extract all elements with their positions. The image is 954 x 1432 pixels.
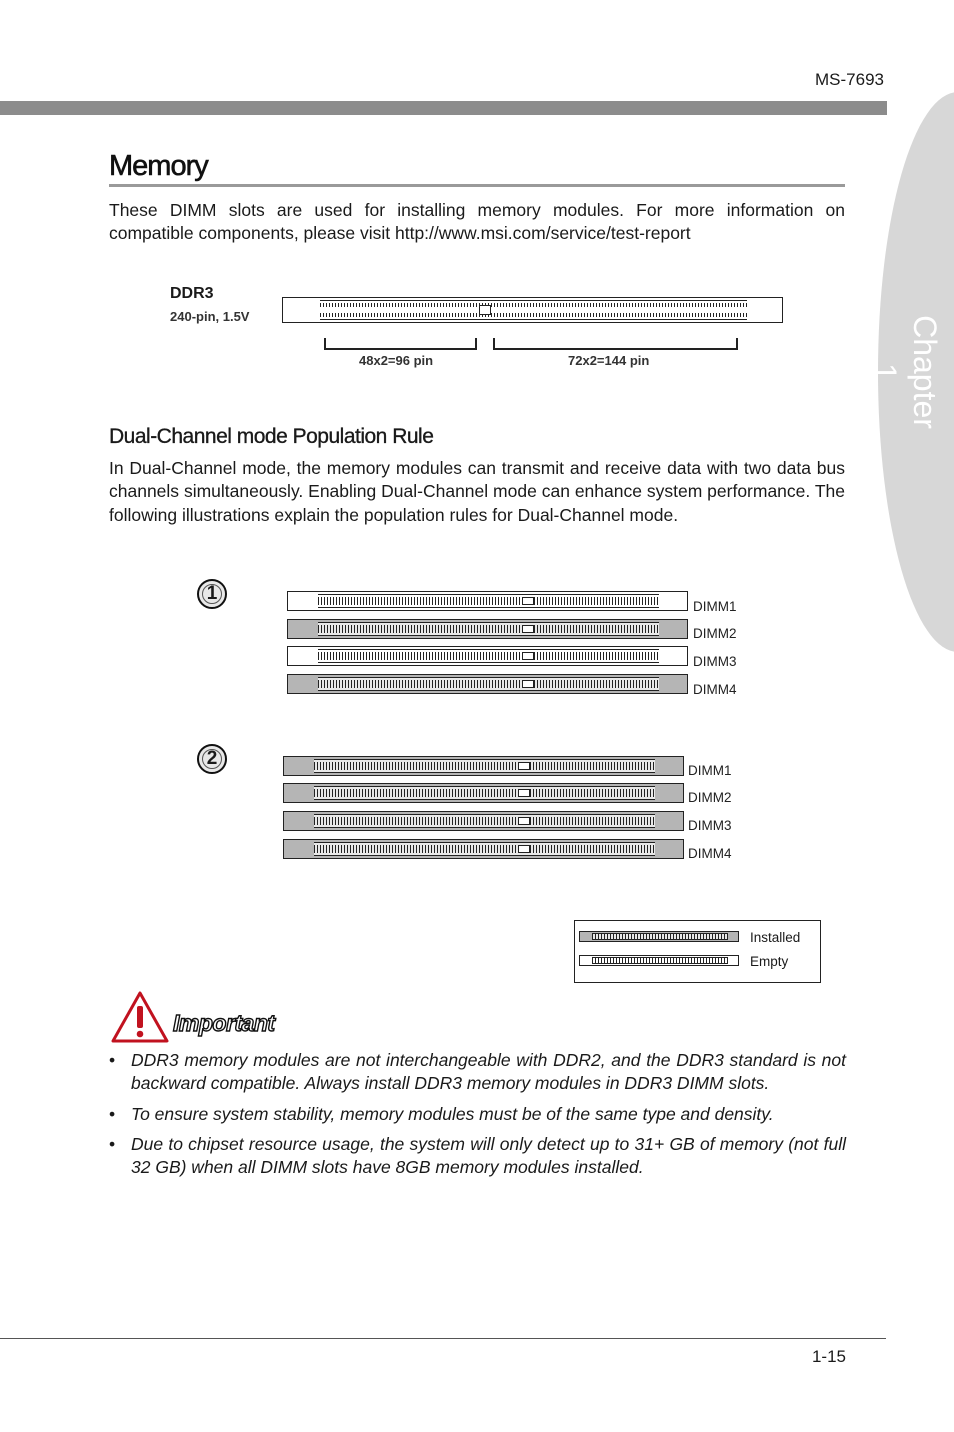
note-item: • To ensure system stability, memory modules must be of the same type and density.: [109, 1103, 846, 1126]
page-title: Memory: [109, 150, 208, 182]
right-pins-bracket: [493, 338, 738, 350]
config1-dimm1-label: DIMM1: [693, 599, 737, 614]
section-body: In Dual-Channel mode, the memory modules can transmit and receive data with two data bus channels simultaneously. Enabling Dual-Channel mode can enhance system performance. The following illustrations explain the population rules for Dual-Channel mode.: [109, 458, 845, 525]
config2-dimm4-label: DIMM4: [688, 846, 732, 861]
slot-pins: [320, 300, 747, 320]
legend-installed-swatch: [579, 931, 739, 942]
note-item: • DDR3 memory modules are not interchangeable with DDR2, and the DDR3 standard is not backward compatible. Always install DDR3 memory modules in DDR3 DIMM slots.: [109, 1049, 846, 1096]
slot-pins: [314, 842, 655, 856]
legend-installed-label: Installed: [750, 930, 801, 945]
ddr3-slot-diagram: [282, 297, 783, 323]
slot-notch: [518, 845, 530, 852]
legend-empty-label: Empty: [750, 954, 789, 969]
legend-empty-swatch: [579, 955, 739, 966]
config1-dimm3-slot: [287, 646, 688, 666]
slot-notch: [518, 817, 530, 824]
warning-triangle-icon: [110, 990, 170, 1044]
section-title: Dual-Channel mode Population Rule: [109, 425, 434, 448]
config2-dimm3-label: DIMM3: [688, 818, 732, 833]
slot-pins: [314, 786, 655, 800]
slot-notch: [479, 305, 491, 315]
config-number-2: 2: [197, 744, 227, 774]
config1-dimm4-label: DIMM4: [693, 682, 737, 697]
slot-notch: [518, 789, 530, 796]
config1-dimm2-label: DIMM2: [693, 626, 737, 641]
important-heading: Important: [173, 1010, 275, 1036]
important-notes: [109, 1049, 846, 1186]
chapter-tab-label: Chapter 1: [867, 315, 943, 429]
slot-pins: [314, 759, 655, 773]
slot-notch: [522, 652, 534, 659]
config2-dimm2-label: DIMM2: [688, 790, 732, 805]
slot-pins: [592, 957, 728, 964]
intro-paragraph: These DIMM slots are used for installing memory modules. For more information on compatible components, please visit http://www.msi.com/service/test-report: [109, 200, 845, 244]
slot-pins: [592, 933, 728, 940]
slot-pins: [314, 814, 655, 828]
slot-notch: [522, 625, 534, 632]
slot-pins: [318, 649, 659, 663]
slot-pins: [318, 622, 659, 636]
header-bar: [0, 101, 887, 115]
page-number: 1-15: [811, 1347, 846, 1366]
config1-dimm2-slot: [287, 619, 688, 639]
slot-notch: [522, 597, 534, 604]
left-pins-bracket: [324, 338, 477, 350]
right-pins-caption: 72x2=144 pin: [568, 353, 650, 368]
ddr3-label: DDR3: [170, 285, 214, 302]
config2-dimm4-slot: [283, 839, 684, 859]
config-number-1: 1: [197, 579, 227, 609]
left-pins-caption: 48x2=96 pin: [359, 353, 434, 368]
config1-dimm3-label: DIMM3: [693, 654, 737, 669]
title-divider: [109, 184, 845, 187]
model-number: MS-7693: [815, 70, 884, 89]
config1-dimm4-slot: [287, 674, 688, 694]
slot-pins: [318, 594, 659, 608]
config2-dimm1-slot: [283, 756, 684, 776]
slot-notch: [518, 762, 530, 769]
slot-notch: [522, 680, 534, 687]
config2-dimm2-slot: [283, 783, 684, 803]
config1-dimm1-slot: [287, 591, 688, 611]
note-item: • Due to chipset resource usage, the system will only detect up to 31+ GB of memory (not full 32 GB) when all DIMM slots have 8GB memory modules installed.: [109, 1133, 846, 1180]
ddr3-spec: 240-pin, 1.5V: [170, 309, 250, 324]
legend-box: [574, 920, 821, 983]
footer-divider: [0, 1338, 886, 1339]
config2-dimm3-slot: [283, 811, 684, 831]
config2-dimm1-label: DIMM1: [688, 763, 732, 778]
slot-pins: [318, 677, 659, 691]
